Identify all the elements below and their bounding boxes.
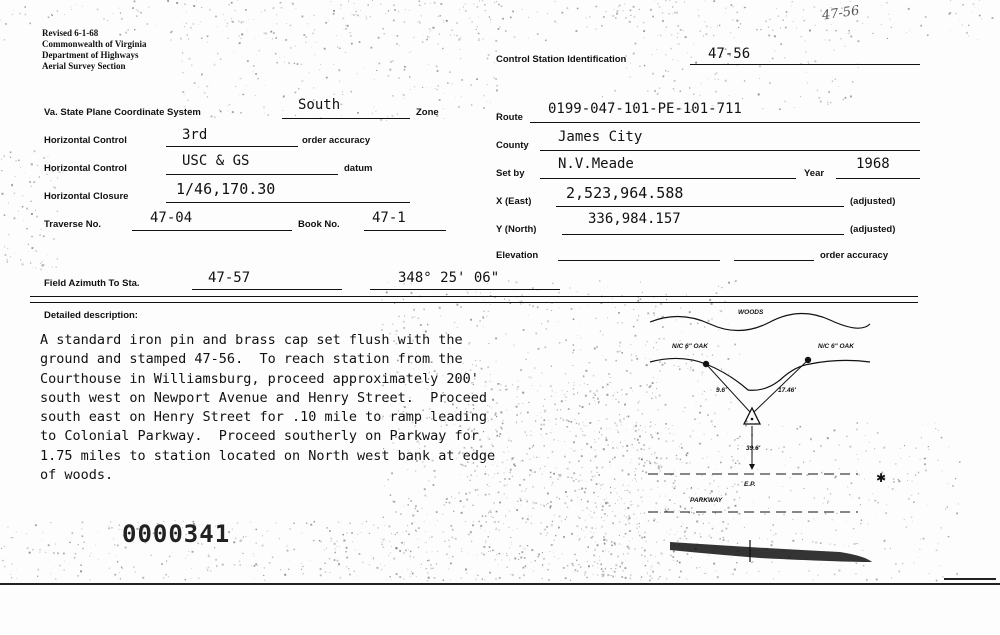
offset-distance: 39.6' <box>746 445 761 452</box>
agency-line-3: Aerial Survey Section <box>42 61 126 71</box>
description-line: south east on Henry Street for .10 mile to ramp leading <box>40 409 488 426</box>
description-line: A standard iron pin and brass cap set flush with the <box>40 332 463 348</box>
traverse-line <box>132 230 292 231</box>
county-label: County <box>496 140 529 151</box>
elevation-order-line <box>734 260 814 261</box>
agency-line-2: Department of Highways <box>42 50 139 60</box>
description-line: ground and stamped 47-56. To reach station from the <box>40 351 463 368</box>
corner-handwriting: 47-56 <box>821 3 861 24</box>
elevation-label: Elevation <box>496 250 539 261</box>
location-sketch <box>640 300 910 580</box>
station-triangle-icon <box>744 408 760 424</box>
scan-bottom-edge <box>0 583 1000 585</box>
description-line: to Colonial Parkway. Proceed southerly on Parkway for <box>40 428 479 445</box>
description-line: Courthouse in Williamsburg, proceed approximately 200' <box>40 370 479 387</box>
set-by-label: Set by <box>496 168 525 179</box>
zone-label: Zone <box>416 107 439 118</box>
revised-date: Revised 6-1-68 <box>42 28 99 38</box>
traverse-label: Traverse No. <box>44 219 102 230</box>
stamp-number: 0000341 <box>122 520 231 548</box>
edge-pavement-label: E.P. <box>744 481 756 488</box>
plane-coord-line <box>282 118 410 119</box>
azimuth-station-line <box>192 289 342 290</box>
y-north-label: Y (North) <box>496 224 537 235</box>
separator-rule-top <box>30 296 918 297</box>
route-label: Route <box>496 112 523 123</box>
azimuth-value: 348° 25' 06" <box>398 270 500 286</box>
x-east-label: X (East) <box>496 196 532 207</box>
set-by-value: N.V.Meade <box>558 156 634 172</box>
route-line <box>530 122 920 123</box>
datum-label: datum <box>344 163 373 174</box>
agency-line-1: Commonwealth of Virginia <box>42 39 147 49</box>
control-station-label: Control Station Identification <box>496 54 627 65</box>
tie-line-right <box>754 360 808 412</box>
elevation-order-label: order accuracy <box>820 250 889 261</box>
left-tree-label: N/C 6" OAK <box>672 343 708 350</box>
azimuth-station: 47-57 <box>208 270 251 286</box>
book-label: Book No. <box>298 219 340 230</box>
azimuth-label: Field Azimuth To Sta. <box>44 278 140 289</box>
x-east-line <box>556 206 844 207</box>
scan-edge-tab <box>944 578 996 580</box>
azimuth-value-line <box>370 289 560 290</box>
description-text <box>40 331 640 485</box>
horiz-control2-label: Horizontal Control <box>44 163 127 174</box>
county-value: James City <box>558 129 643 145</box>
book-line <box>364 230 446 231</box>
sketch-mark-icon: ✱ <box>876 471 887 485</box>
offset-arrow-icon <box>749 464 755 470</box>
x-east-value: 2,523,964.588 <box>566 184 684 202</box>
year-line <box>836 178 920 179</box>
plane-coord-value: South <box>298 97 341 113</box>
year-value: 1968 <box>856 156 890 172</box>
year-label: Year <box>804 168 825 179</box>
right-tree-label: N/C 6" OAK <box>818 343 854 350</box>
book-value: 47-1 <box>372 210 406 226</box>
closure-line <box>166 202 410 203</box>
description-line: 1.75 miles to station located on North west bank at edge <box>40 447 496 464</box>
description-line: south west on Newport Avenue and Henry Street. Proceed <box>40 389 488 406</box>
tie-line-left <box>706 364 750 412</box>
tie-dist-right: 17.46' <box>778 387 796 394</box>
y-north-line <box>562 234 844 235</box>
closure-label: Horizontal Closure <box>44 191 129 202</box>
order-accuracy-label: order accuracy <box>302 135 371 146</box>
horiz-control-label: Horizontal Control <box>44 135 127 146</box>
set-by-line <box>540 178 796 179</box>
tie-dist-left: 9.6' <box>716 387 727 394</box>
traverse-value: 47-04 <box>150 210 193 226</box>
horiz-control-value: 3rd <box>182 127 208 143</box>
horiz-control-line <box>166 146 298 147</box>
y-adjusted-label: (adjusted) <box>850 224 896 235</box>
elevation-line <box>558 260 720 261</box>
plane-coord-label: Va. State Plane Coordinate System <box>44 107 201 118</box>
control-station-line <box>690 64 920 65</box>
y-north-value: 336,984.157 <box>588 211 681 227</box>
station-point-icon <box>751 418 754 421</box>
x-adjusted-label: (adjusted) <box>850 196 896 207</box>
route-value: 0199-047-101-PE-101-711 <box>548 101 742 117</box>
datum-value: USC & GS <box>182 153 250 169</box>
road-label: PARKWAY <box>690 497 723 504</box>
woods-label: WOODS <box>738 309 764 316</box>
woods-edge-line <box>650 313 870 330</box>
datum-line <box>166 174 338 175</box>
north-arrow-icon <box>670 542 872 562</box>
control-station-value: 47-56 <box>708 46 751 62</box>
description-label: Detailed description: <box>44 310 138 321</box>
county-line <box>540 150 920 151</box>
description-line: of woods. <box>40 467 114 484</box>
bank-line <box>650 358 870 390</box>
closure-value: 1/46,170.30 <box>176 180 276 198</box>
